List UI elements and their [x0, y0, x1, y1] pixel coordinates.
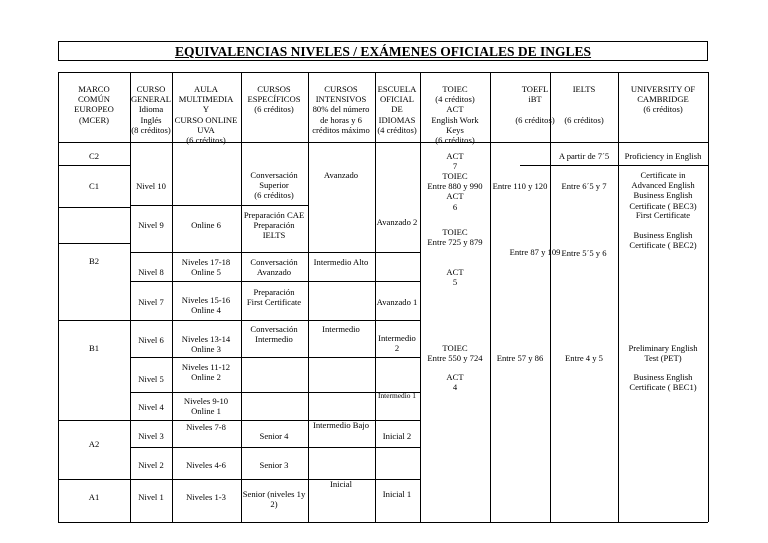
- toefl-110-120: Entre 110 y 120: [492, 181, 548, 191]
- aula-levels-13-14: Niveles 13-14 Online 3: [181, 334, 231, 355]
- especifico-senior-4: Senior 4: [259, 431, 289, 441]
- ielts-6-5-7: Entre 6´5 y 7: [561, 181, 607, 191]
- general-level-9: Nivel 9: [138, 220, 164, 230]
- general-level-2: Nivel 2: [138, 460, 164, 470]
- especifico-conversacion-intermedio: Conversación Intermedio: [250, 324, 298, 345]
- header-mcer: MARCO COMÚN EUROPEO (MCER): [74, 84, 114, 125]
- col-divider: [420, 72, 421, 522]
- document-title-box: [58, 41, 708, 61]
- aula-levels-15-16: Niveles 15-16 Online 4: [181, 295, 231, 316]
- col-divider: [550, 72, 551, 522]
- row-divider: [130, 320, 420, 321]
- intensivo-intermedio: Intermedio: [322, 324, 360, 334]
- col-divider: [308, 72, 309, 522]
- header-cursos-intensivos: CURSOS INTENSIVOS 80% del número de horas y 6 créditos máximo: [312, 84, 370, 135]
- general-level-5: Nivel 5: [138, 374, 164, 384]
- row-divider: [130, 447, 420, 448]
- cambridge-advanced: Certificate in Advanced English Business English Certificate ( BEC3): [629, 170, 697, 211]
- aula-levels-7-8: Niveles 7-8: [186, 422, 226, 432]
- toeic-act-7: ACT 7: [446, 151, 464, 172]
- mcer-level-c2: C2: [88, 151, 100, 161]
- header-aula-multimedia: AULA MULTIMEDIA Y CURSO ONLINE UVA (6 créditos): [174, 84, 238, 146]
- intensivo-intermedio-alto: Intermedio Alto: [313, 257, 369, 267]
- cambridge-bec1: Business English Certificate ( BEC1): [629, 372, 697, 393]
- mcer-level-a2: A2: [88, 439, 100, 449]
- row-divider: [58, 479, 420, 480]
- cambridge-bec2: Business English Certificate ( BEC2): [629, 230, 697, 251]
- row-divider: [520, 165, 708, 166]
- table-border-right: [708, 72, 709, 522]
- row-divider: [58, 207, 130, 208]
- col-divider: [130, 72, 131, 522]
- col-divider: [241, 72, 242, 522]
- mcer-level-b2: B2: [88, 256, 100, 266]
- table-border-bottom: [58, 522, 708, 523]
- aula-levels-4-6: Niveles 4-6: [186, 460, 226, 470]
- especifico-preparacion-first: Preparación First Certificate: [246, 287, 302, 308]
- row-divider: [58, 320, 130, 321]
- eoi-intermedio-2: Intermedio 2: [378, 333, 416, 354]
- general-level-1: Nivel 1: [138, 492, 164, 502]
- mcer-level-c1: C1: [88, 181, 100, 191]
- col-divider: [618, 72, 619, 522]
- ielts-7-5: A partir de 7´5: [558, 151, 610, 161]
- eoi-intermedio-1: Intermedio 1: [378, 391, 416, 400]
- general-level-3: Nivel 3: [138, 431, 164, 441]
- cambridge-proficiency: Proficiency in English: [624, 151, 702, 161]
- general-level-10: Nivel 10: [136, 181, 166, 191]
- toeic-880-990: TOIEC Entre 880 y 990 ACT 6: [427, 171, 483, 212]
- table-border-left: [58, 72, 59, 522]
- toeic-act-5: ACT 5: [446, 267, 464, 288]
- header-toefl: TOEFL iBT (6 créditos): [515, 84, 555, 125]
- especifico-conversacion-avanzado: Conversación Avanzado: [250, 257, 298, 278]
- row-divider: [130, 420, 420, 421]
- general-level-8: Nivel 8: [138, 267, 164, 277]
- row-divider: [130, 357, 420, 358]
- header-ielts: IELTS (6 créditos): [564, 84, 604, 125]
- general-level-6: Nivel 6: [138, 335, 164, 345]
- row-divider: [58, 243, 130, 244]
- ielts-4-5: Entre 4 y 5: [565, 353, 603, 363]
- row-divider: [130, 205, 308, 206]
- intensivo-intermedio-bajo: Intermedio Bajo: [312, 420, 370, 430]
- header-cambridge: UNIVERSITY OF CAMBRIDGE (6 créditos): [630, 84, 696, 115]
- especifico-preparacion-cae: Preparación CAE Preparación IELTS: [243, 210, 305, 241]
- aula-levels-11-12: Niveles 11-12 Online 2: [181, 362, 231, 383]
- toefl-57-86: Entre 57 y 86: [496, 353, 544, 363]
- aula-levels-1-3: Niveles 1-3: [186, 492, 226, 502]
- ielts-5-5-6: Entre 5´5 y 6: [561, 248, 607, 258]
- col-divider: [490, 72, 491, 522]
- header-eoi: ESCUELA OFICIAL DE IDIOMAS (4 créditos): [377, 84, 417, 135]
- general-level-4: Nivel 4: [138, 402, 164, 412]
- aula-online-6: Online 6: [191, 220, 221, 230]
- eoi-avanzado-1: Avanzado 1: [376, 297, 418, 307]
- header-divider: [58, 142, 708, 143]
- mcer-level-a1: A1: [88, 492, 100, 502]
- toeic-act-4: ACT 4: [446, 372, 464, 393]
- table-border-top: [58, 72, 708, 73]
- row-divider-c2: [58, 165, 130, 166]
- general-level-7: Nivel 7: [138, 297, 164, 307]
- eoi-inicial-2: Inicial 2: [382, 431, 412, 441]
- toeic-725-879: TOIEC Entre 725 y 879: [427, 227, 483, 248]
- row-divider: [58, 420, 130, 421]
- mcer-level-b1: B1: [88, 343, 100, 353]
- row-divider: [130, 252, 420, 253]
- eoi-inicial-1: Inicial 1: [382, 489, 412, 499]
- cambridge-pet: Preliminary English Test (PET): [628, 343, 698, 364]
- toefl-87-109: Entre 87 y 109: [509, 247, 561, 257]
- aula-levels-9-10: Niveles 9-10 Online 1: [183, 396, 229, 417]
- header-cursos-especificos: CURSOS ESPECÍFICOS (6 créditos): [247, 84, 301, 115]
- especifico-conversacion-superior: Conversación Superior (6 créditos): [250, 170, 298, 201]
- especifico-senior-3: Senior 3: [259, 460, 289, 470]
- cambridge-first-certificate: First Certificate: [635, 210, 691, 220]
- toeic-550-724: TOIEC Entre 550 y 724: [427, 343, 483, 364]
- especifico-senior-1-2: Senior (niveles 1y 2): [242, 489, 306, 510]
- row-divider: [130, 392, 420, 393]
- row-divider: [130, 281, 420, 282]
- header-toeic: TOIEC (4 créditos) ACT English Work Keys (6 créditos): [431, 84, 479, 146]
- intensivo-avanzado: Avanzado: [323, 170, 359, 180]
- aula-levels-17-18: Niveles 17-18 Online 5: [181, 257, 231, 278]
- col-divider: [172, 72, 173, 522]
- intensivo-inicial: Inicial: [330, 479, 352, 489]
- header-curso-general: CURSO GENERAL Idioma Inglés (8 créditos): [130, 84, 172, 135]
- eoi-avanzado-2: Avanzado 2: [376, 217, 418, 227]
- document-title: EQUIVALENCIAS NIVELES / EXÁMENES OFICIALES DE INGLES: [174, 44, 592, 59]
